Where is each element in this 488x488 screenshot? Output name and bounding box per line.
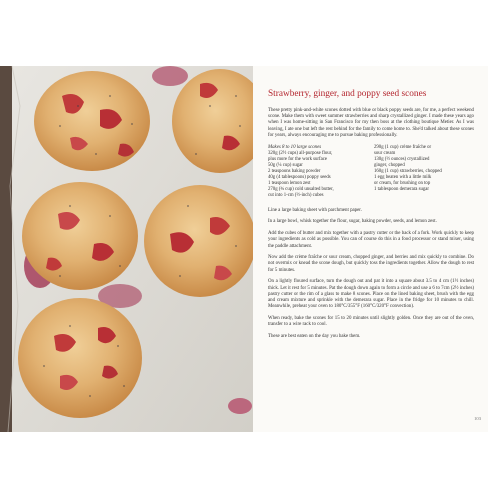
ingredient-item: 1 tablespoon demerara sugar [374,186,430,192]
ingredient-item: 1 egg beaten with a little milk [374,174,432,180]
scones-illustration [0,66,253,432]
recipe-step: When ready, bake the scones for 15 to 20 minutes until slightly golden. Once they are out of the oven, transfer to a wire rack to cool. [268,315,474,328]
ingredient-item: 320g (2½ cups) all-purpose flour, [268,150,333,156]
recipe-step: Add the cubes of butter and mix together with a pastry cutter or the back of a fork. Work quickly to keep your ingredients as cold as possible. You can of course do this in a food processor or stand mixer, using the paddle attachment. [268,231,474,249]
ingredients-section [268,145,474,199]
ingredient-item: 270g (¾ cup) cold unsalted butter, [268,186,334,192]
ingredient-item: sour cream [374,150,396,156]
recipe-intro: These pretty pink-and-white scones dotted with blue or black poppy seeds are, for me, a perfect weekend scone. Make them with sweet summer strawberries and sharp crystallized ginger. I made these years ago when I was home-sitting in San Francisco for my then boss at the clothing boutique Metier. As I was leaving, I ate one but left the rest behind for the family to come home to. She'd talked about these scones for years, always encouraging me to pursue baking professionally. [268,108,474,138]
recipe-step: On a lightly floured surface, turn the dough out and pat it into a square about 3.5 to 4 cm (1½ inches) thick. Let it rest for 5 minutes. Pat the dough down again to form a circle and use a 6 to 7cm (2½ inches) pastry cutter or the rim of a glass to make 8 scones. Place on the lined baking sheet, brush with the egg and cream mixture and sprinkle with the demerara sugar. Place in the fridge for 10 minutes to chill. Meanwhile, preheat your oven to 180°C/355°F (160°C/320°F convection). [268,279,474,310]
ingredients-column-left [268,145,368,199]
book-spread [0,66,488,432]
scone-4 [144,185,253,297]
ingredient-item: cut into 1-cm (½-inch) cubes [268,192,324,198]
ingredient-item: 130g (½ ounces) crystallized [374,156,430,162]
recipe-title: Strawberry, ginger, and poppy seed scones [268,89,427,99]
recipe-step: In a large bowl, whisk together the flour, sugar, baking powder, seeds, and lemon zest. [268,219,437,225]
ingredient-item: 1 teaspoon lemon zest [268,180,311,186]
recipe-page [253,66,488,432]
scone-1 [34,71,150,171]
scone-5 [18,298,142,418]
recipe-step: These are best eaten on the day you bake them. [268,333,361,339]
scone-3 [22,182,138,290]
ingredient-item: or cream, for brushing on top [374,180,431,186]
ingredients-column-right [374,145,474,199]
ingredient-item: 50g (¼ cup) sugar [268,162,303,168]
recipe-yield: Makes 8 to 10 large scones [268,144,322,150]
scones-photo [0,66,253,432]
ingredient-item: 40g (4 tablespoons) poppy seeds [268,174,331,180]
ingredient-item: ginger, chopped [374,162,405,168]
recipe-step: Line a large baking sheet with parchment paper. [268,207,362,213]
ingredient-item: 160g (1 cup) strawberries, chopped [374,168,442,174]
ingredient-item: 2 teaspoons baking powder [268,168,321,174]
page-number: 103 [474,416,481,421]
ingredient-item: 290g (1 cup) crème fraîche or [374,144,432,150]
ingredient-item: plus more for the work surface [268,156,328,162]
recipe-step: Now add the crème fraîche or sour cream, chopped ginger, and berries and mix quickly to combine. Do not overmix or knead the scone dough, but quickly toss the ingredients together. Allow the dough to rest for 5 minutes. [268,255,474,273]
